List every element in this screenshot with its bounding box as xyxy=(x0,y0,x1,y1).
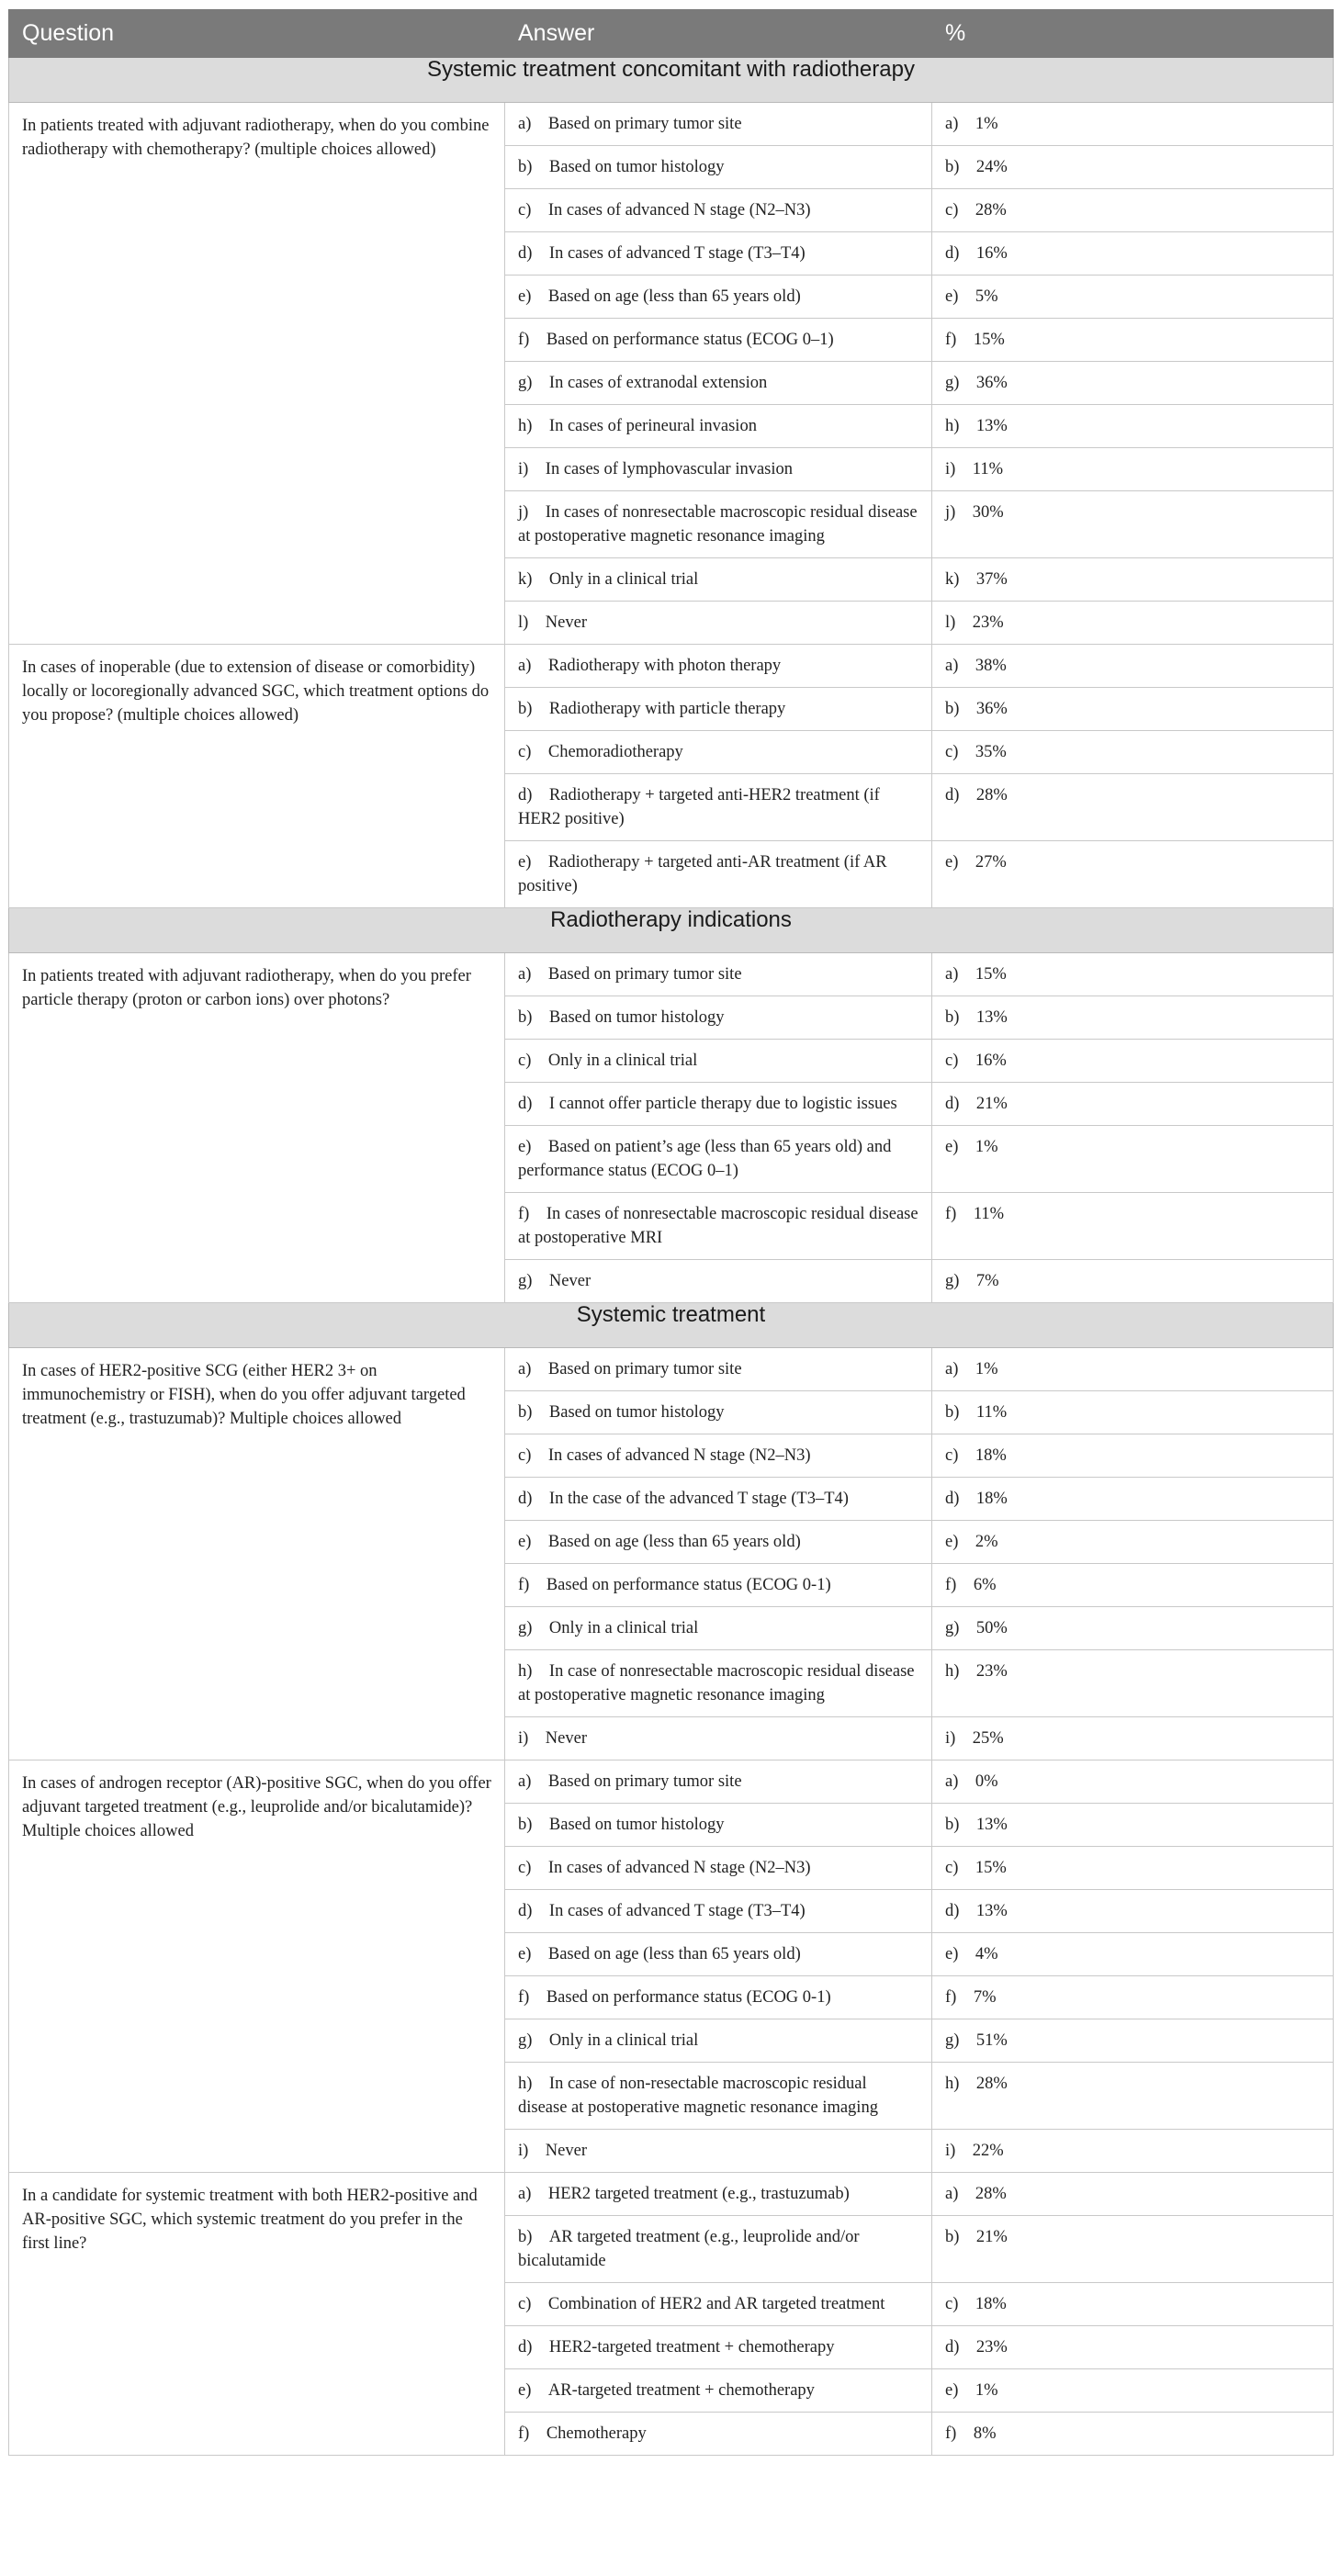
percent-cell: c) 18% xyxy=(932,2283,1334,2326)
section-title: Systemic treatment xyxy=(9,1303,1334,1348)
answer-cell: k) Only in a clinical trial xyxy=(505,558,932,602)
percent-cell: a) 15% xyxy=(932,953,1334,996)
percent-cell: e) 27% xyxy=(932,841,1334,908)
percent-cell: k) 37% xyxy=(932,558,1334,602)
answer-cell: a) Based on primary tumor site xyxy=(505,1760,932,1804)
percent-cell: d) 23% xyxy=(932,2326,1334,2369)
question-cell: In patients treated with adjuvant radiotherapy, when do you prefer particle therapy (proton or carbon ions) over photons? xyxy=(9,953,505,1303)
answer-cell: c) In cases of advanced N stage (N2–N3) xyxy=(505,1847,932,1890)
percent-cell: e) 2% xyxy=(932,1521,1334,1564)
percent-cell: e) 4% xyxy=(932,1933,1334,1976)
answer-cell: d) Radiotherapy + targeted anti-HER2 treatment (if HER2 positive) xyxy=(505,774,932,841)
answer-cell: l) Never xyxy=(505,602,932,645)
answer-cell: b) Based on tumor histology xyxy=(505,1804,932,1847)
percent-cell: j) 30% xyxy=(932,491,1334,558)
answer-cell: b) Based on tumor histology xyxy=(505,996,932,1040)
percent-cell: b) 11% xyxy=(932,1391,1334,1434)
percent-cell: d) 16% xyxy=(932,232,1334,276)
answer-cell: e) Based on age (less than 65 years old) xyxy=(505,1521,932,1564)
answer-cell: i) In cases of lymphovascular invasion xyxy=(505,448,932,491)
answer-cell: i) Never xyxy=(505,1717,932,1760)
percent-cell: f) 8% xyxy=(932,2413,1334,2456)
percent-cell: b) 36% xyxy=(932,688,1334,731)
answer-cell: a) Based on primary tumor site xyxy=(505,103,932,146)
answer-cell: f) Based on performance status (ECOG 0-1) xyxy=(505,1976,932,2019)
percent-cell: c) 28% xyxy=(932,189,1334,232)
answer-cell: b) Based on tumor histology xyxy=(505,146,932,189)
percent-cell: e) 1% xyxy=(932,2369,1334,2413)
survey-table xyxy=(8,9,1334,2456)
table-row xyxy=(9,2173,1334,2216)
section-row xyxy=(9,1303,1334,1348)
table-row xyxy=(9,1348,1334,1391)
table-body xyxy=(9,58,1334,2456)
percent-cell: f) 15% xyxy=(932,319,1334,362)
percent-cell: f) 7% xyxy=(932,1976,1334,2019)
header-row xyxy=(9,10,1334,58)
answer-cell: d) In the case of the advanced T stage (T3–T4) xyxy=(505,1478,932,1521)
percent-cell: d) 28% xyxy=(932,774,1334,841)
answer-cell: e) Radiotherapy + targeted anti-AR treatment (if AR positive) xyxy=(505,841,932,908)
question-cell: In cases of inoperable (due to extension of disease or comorbidity) locally or locoregionally advanced SGC, which treatment options do you propose? (multiple choices allowed) xyxy=(9,645,505,908)
percent-cell: b) 21% xyxy=(932,2216,1334,2283)
answer-cell: b) Radiotherapy with particle therapy xyxy=(505,688,932,731)
percent-cell: l) 23% xyxy=(932,602,1334,645)
question-cell: In cases of androgen receptor (AR)-positive SGC, when do you offer adjuvant targeted treatment (e.g., leuprolide and/or bicalutamide)? Multiple choices allowed xyxy=(9,1760,505,2173)
percent-cell: c) 15% xyxy=(932,1847,1334,1890)
answer-cell: f) Based on performance status (ECOG 0–1) xyxy=(505,319,932,362)
percent-cell: a) 1% xyxy=(932,1348,1334,1391)
answer-cell: e) Based on patient’s age (less than 65 years old) and performance status (ECOG 0–1) xyxy=(505,1126,932,1193)
answer-cell: j) In cases of nonresectable macroscopic residual disease at postoperative magnetic resonance imaging xyxy=(505,491,932,558)
percent-cell: b) 24% xyxy=(932,146,1334,189)
section-row xyxy=(9,58,1334,103)
percent-cell: i) 22% xyxy=(932,2130,1334,2173)
table-row xyxy=(9,103,1334,146)
answer-cell: f) Chemotherapy xyxy=(505,2413,932,2456)
answer-cell: c) In cases of advanced N stage (N2–N3) xyxy=(505,189,932,232)
answer-cell: d) In cases of advanced T stage (T3–T4) xyxy=(505,232,932,276)
header-percent: % xyxy=(932,10,1334,58)
percent-cell: i) 25% xyxy=(932,1717,1334,1760)
percent-cell: h) 23% xyxy=(932,1650,1334,1717)
answer-cell: g) Only in a clinical trial xyxy=(505,2019,932,2063)
answer-cell: h) In case of nonresectable macroscopic residual disease at postoperative magnetic resonance imaging xyxy=(505,1650,932,1717)
answer-cell: c) Combination of HER2 and AR targeted treatment xyxy=(505,2283,932,2326)
percent-cell: b) 13% xyxy=(932,996,1334,1040)
section-title: Systemic treatment concomitant with radiotherapy xyxy=(9,58,1334,103)
percent-cell: d) 18% xyxy=(932,1478,1334,1521)
percent-cell: a) 1% xyxy=(932,103,1334,146)
answer-cell: d) I cannot offer particle therapy due to logistic issues xyxy=(505,1083,932,1126)
answer-cell: c) Chemoradiotherapy xyxy=(505,731,932,774)
answer-cell: i) Never xyxy=(505,2130,932,2173)
answer-cell: e) Based on age (less than 65 years old) xyxy=(505,276,932,319)
section-row xyxy=(9,908,1334,953)
header-question: Question xyxy=(9,10,505,58)
answer-cell: a) Based on primary tumor site xyxy=(505,953,932,996)
percent-cell: c) 35% xyxy=(932,731,1334,774)
percent-cell: a) 28% xyxy=(932,2173,1334,2216)
percent-cell: e) 5% xyxy=(932,276,1334,319)
answer-cell: a) HER2 targeted treatment (e.g., trastuzumab) xyxy=(505,2173,932,2216)
table-header xyxy=(9,10,1334,58)
table-row xyxy=(9,1760,1334,1804)
percent-cell: f) 11% xyxy=(932,1193,1334,1260)
section-title: Radiotherapy indications xyxy=(9,908,1334,953)
percent-cell: c) 16% xyxy=(932,1040,1334,1083)
answer-cell: d) HER2-targeted treatment + chemotherapy xyxy=(505,2326,932,2369)
percent-cell: h) 13% xyxy=(932,405,1334,448)
answer-cell: c) In cases of advanced N stage (N2–N3) xyxy=(505,1434,932,1478)
answer-cell: h) In cases of perineural invasion xyxy=(505,405,932,448)
answer-cell: g) Never xyxy=(505,1260,932,1303)
answer-cell: e) AR-targeted treatment + chemotherapy xyxy=(505,2369,932,2413)
percent-cell: e) 1% xyxy=(932,1126,1334,1193)
question-cell: In cases of HER2-positive SCG (either HER2 3+ on immunochemistry or FISH), when do you offer adjuvant targeted treatment (e.g., trastuzumab)? Multiple choices allowed xyxy=(9,1348,505,1760)
answer-cell: d) In cases of advanced T stage (T3–T4) xyxy=(505,1890,932,1933)
percent-cell: b) 13% xyxy=(932,1804,1334,1847)
question-cell: In patients treated with adjuvant radiotherapy, when do you combine radiotherapy with chemotherapy? (multiple choices allowed) xyxy=(9,103,505,645)
answer-cell: a) Based on primary tumor site xyxy=(505,1348,932,1391)
answer-cell: a) Radiotherapy with photon therapy xyxy=(505,645,932,688)
percent-cell: i) 11% xyxy=(932,448,1334,491)
percent-cell: g) 51% xyxy=(932,2019,1334,2063)
percent-cell: g) 36% xyxy=(932,362,1334,405)
header-answer: Answer xyxy=(505,10,932,58)
percent-cell: d) 21% xyxy=(932,1083,1334,1126)
percent-cell: g) 50% xyxy=(932,1607,1334,1650)
question-cell: In a candidate for systemic treatment with both HER2-positive and AR-positive SGC, which systemic treatment do you prefer in the first line? xyxy=(9,2173,505,2456)
table-row xyxy=(9,953,1334,996)
percent-cell: d) 13% xyxy=(932,1890,1334,1933)
percent-cell: a) 0% xyxy=(932,1760,1334,1804)
percent-cell: c) 18% xyxy=(932,1434,1334,1478)
table-row xyxy=(9,645,1334,688)
answer-cell: h) In case of non-resectable macroscopic residual disease at postoperative magnetic resonance imaging xyxy=(505,2063,932,2130)
answer-cell: b) Based on tumor histology xyxy=(505,1391,932,1434)
answer-cell: g) Only in a clinical trial xyxy=(505,1607,932,1650)
answer-cell: b) AR targeted treatment (e.g., leuprolide and/or bicalutamide xyxy=(505,2216,932,2283)
answer-cell: e) Based on age (less than 65 years old) xyxy=(505,1933,932,1976)
percent-cell: h) 28% xyxy=(932,2063,1334,2130)
percent-cell: a) 38% xyxy=(932,645,1334,688)
answer-cell: f) In cases of nonresectable macroscopic residual disease at postoperative MRI xyxy=(505,1193,932,1260)
answer-cell: g) In cases of extranodal extension xyxy=(505,362,932,405)
percent-cell: g) 7% xyxy=(932,1260,1334,1303)
percent-cell: f) 6% xyxy=(932,1564,1334,1607)
answer-cell: c) Only in a clinical trial xyxy=(505,1040,932,1083)
answer-cell: f) Based on performance status (ECOG 0-1) xyxy=(505,1564,932,1607)
